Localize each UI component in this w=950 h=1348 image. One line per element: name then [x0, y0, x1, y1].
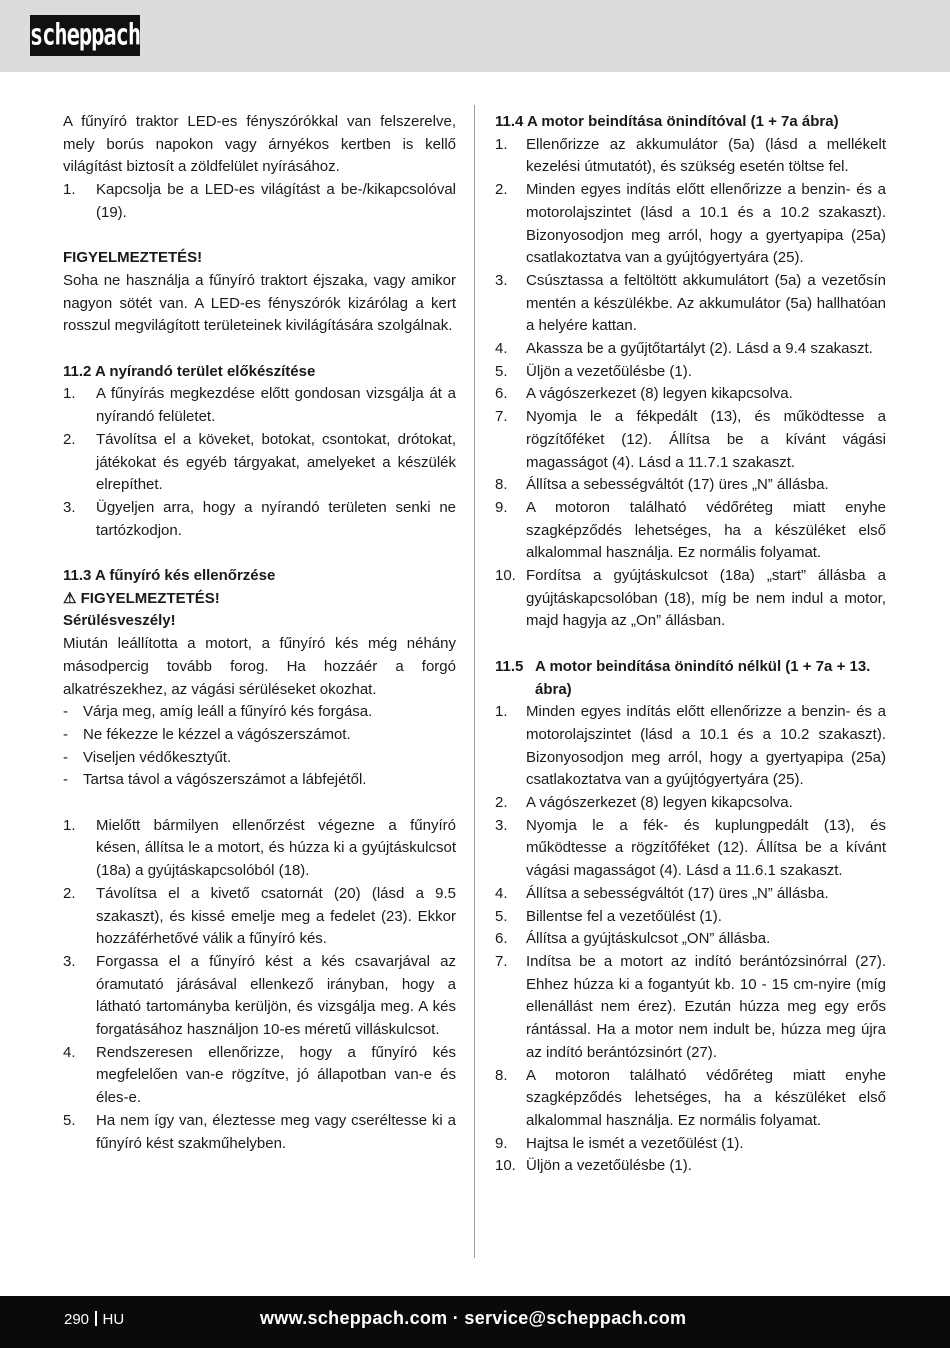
intro-step	[63, 179, 456, 224]
list-item: 2. Minden egyes indítás előtt ellenőrizze a benzin- és a motorolajszintet (lásd a 10.1 és a 10.2 szakaszt). Bizonyosodjon meg arról, hogy a gyertyapipa (25a) csatlakoztatva van a gyújtógyertyára (25).	[495, 181, 886, 267]
section-11-5-title-text: A motor beindítása önindító nélkül (1 + 7a + 13. ábra)	[535, 657, 871, 698]
left-column	[63, 111, 456, 1155]
page-number: 290	[64, 1311, 90, 1328]
footer-website: www.scheppach.com · service@scheppach.com	[260, 1308, 687, 1328]
list-item: 5. Billentse fel a vezetőülést (1).	[495, 907, 722, 925]
list-item: 7. Indítsa be a motort az indító berántózsinórral (27). Ehhez húzza ki a fogantyút kb. 10 - 15 cm-nyire (míg ellenállást nem érez). Ezután húzza meg egy erős rántással. Ha a motor nem indult be, húzza meg újra az indító berántózsinórt (27).	[495, 953, 886, 1061]
dash-item: - Várja meg, amíg leáll a fűnyíró kés forgása.	[63, 703, 373, 721]
right-column	[495, 111, 886, 1178]
list-item: 10. Fordítsa a gyújtáskulcsot (18a) „start” állásba a gyújtáskapcsolóban (18), míg be nem indul a motor, majd hagyja az „On” állásban.	[495, 567, 886, 630]
list-item: 5. Üljön a vezetőülésbe (1).	[495, 362, 692, 380]
step-text: Kapcsolja be a LED-es világítást a be-/kikapcsolóval (19).	[96, 181, 456, 221]
dash-item: - Tartsa távol a vágószerszámot a lábfejétől.	[63, 771, 367, 789]
list-item: 6. A vágószerkezet (8) legyen kikapcsolva.	[495, 385, 793, 403]
list-item: 3. Ügyeljen arra, hogy a nyírandó területen senki ne tartózkodjon.	[63, 498, 456, 539]
list-item: 2. Távolítsa el a kivető csatornát (20) (lásd a 9.5 szakaszt), és kissé emelje meg a fedelet (23). Ekkor hozzáférhetővé válik a fűnyíró kés.	[63, 884, 456, 948]
list-item: 2. A vágószerkezet (8) legyen kikapcsolva.	[495, 794, 793, 812]
dash-item: - Ne fékezze le kézzel a vágószerszámot.	[63, 725, 351, 743]
warning-title: FIGYELMEZTETÉS!	[63, 249, 203, 267]
list-item: 2. Távolítsa el a köveket, botokat, csontokat, drótokat, játékokat és egyéb tárgyakat, amelyeket a készülék elrepíthet.	[63, 430, 456, 494]
list-item: 4. Akassza be a gyűjtőtartályt (2). Lásd a 9.4 szakaszt.	[495, 340, 873, 358]
language-code: HU	[102, 1311, 125, 1328]
list-item: 7. Nyomja le a fékpedált (13), és működtesse a rögzítőféket (12). Állítsa be a kívánt vágási magasságot (4). Lásd a 11.7.1 szakaszt.	[495, 408, 886, 471]
section-11-3-text: Miután leállította a motort, a fűnyíró kés még néhány másodpercig tovább forog. Ha hozzáér a forgó alkatrészekhez, az vágási sérüléseket okozhat.	[63, 635, 456, 698]
section-11-3-dash-list	[63, 701, 456, 792]
section-11-5-number: 11.5	[495, 657, 524, 675]
list-item: 9. Hajtsa le ismét a vezetőülést (1).	[495, 1134, 744, 1152]
page-separator	[95, 1311, 97, 1326]
list-item: 4. Állítsa a sebességváltót (17) üres „N” állásba.	[495, 884, 829, 902]
list-item: 1. Mielőtt bármilyen ellenőrzést végezne a fűnyíró késen, állítsa le a motort, és húzza ki a gyújtáskulcsot (18a) a gyújtáskapcsolóból (18).	[63, 816, 456, 880]
section-11-2-list	[63, 383, 456, 542]
section-11-5-title	[495, 656, 886, 701]
section-11-3-steps	[63, 815, 456, 1156]
list-item: 9. A motoron található védőréteg miatt enyhe szagképződés lehetséges, ha a készüléket első alkalommal használja. Ez normális folyamat.	[495, 498, 886, 562]
step-number: 1.	[63, 181, 76, 199]
scheppach-logo	[30, 15, 140, 56]
list-item: 3. Nyomja le a fék- és kuplungpedált (13), és működtesse a rögzítőféket (12). Állítsa be a kívánt vágási magasságot (4). Lásd a 11.6.1 szakaszt.	[495, 816, 886, 880]
list-item: 3. Forgassa el a fűnyíró kést a kés csavarjával az óramutató járásával ellenkező irányban, hogy a látható tartományba kerüljön, és vizsgálja meg. A kés forgatásához használjon 10-es méretű villáskulcsot.	[63, 952, 456, 1039]
page-info	[64, 1311, 124, 1328]
section-11-3-warning: ⚠ FIGYELMEZTETÉS!	[63, 589, 220, 607]
list-item: 4. Rendszeresen ellenőrizze, hogy a fűnyíró kés megfelelően van-e rögzítve, jó állapotban van-e és éles-e.	[63, 1043, 456, 1107]
list-item: 8. A motoron található védőréteg miatt enyhe szagképződés lehetséges, ha a készüléket első alkalommal használja. Ez normális folyamat.	[495, 1066, 886, 1129]
list-item: 3. Csúsztassa a feltöltött akkumulátort (5a) a vezetősín mentén a készülékbe. Az akkumulátor (5a) hallhatóan a helyére kattan.	[495, 271, 886, 335]
section-11-3-title: 11.3 A fűnyíró kés ellenőrzése	[63, 567, 276, 585]
section-11-4-title: 11.4 A motor beindítása önindítóval (1 + 7a ábra)	[495, 113, 839, 130]
column-divider	[474, 105, 475, 1258]
list-item: 1. Minden egyes indítás előtt ellenőrizze a benzin- és a motorolajszintet (lásd a 10.1 és a 10.2 szakaszt). Bizonyosodjon meg arról, hogy a gyertyapipa (25a) csatlakoztatva van a gyújtógyertyára (25).	[495, 703, 886, 789]
logo-text: scheppach	[29, 18, 141, 53]
footer-bar	[0, 1296, 950, 1348]
section-11-3-danger: Sérülésveszély!	[63, 612, 176, 630]
list-item: 5. Ha nem így van, éleztesse meg vagy cseréltesse ki a fűnyíró kést szakműhelyben.	[63, 1111, 456, 1152]
section-11-2-title: 11.2 A nyírandó terület előkészítése	[63, 362, 316, 380]
list-item: 6. Állítsa a gyújtáskulcsot „ON” állásba.	[495, 930, 771, 948]
section-11-5-list	[495, 701, 886, 1178]
intro-paragraph: A fűnyíró traktor LED-es fényszórókkal van felszerelve, mely borús napokon vagy árnyékos kertben is kellő világítást biztosít a zöldfelület nyírásához.	[63, 113, 456, 176]
list-item: 1. A fűnyírás megkezdése előtt gondosan vizsgálja át a nyírandó felületet.	[63, 385, 456, 426]
dash-item: - Viseljen védőkesztyűt.	[63, 748, 232, 766]
section-11-4-list	[495, 134, 886, 633]
warning-text: Soha ne használja a fűnyíró traktort éjszaka, vagy amikor nagyon sötét van. A LED-es fényszórók kizárólag a kert rosszul megvilágított területeinek kivilágítására szolgálnak.	[63, 271, 456, 335]
list-item: 10. Üljön a vezetőülésbe (1).	[495, 1157, 692, 1175]
header-band	[0, 0, 950, 72]
list-item: 8. Állítsa a sebességváltót (17) üres „N” állásba.	[495, 476, 829, 494]
list-item: 1. Ellenőrizze az akkumulátor (5a) (lásd a mellékelt kezelési útmutatót), és szükség esetén töltse fel.	[495, 135, 886, 176]
